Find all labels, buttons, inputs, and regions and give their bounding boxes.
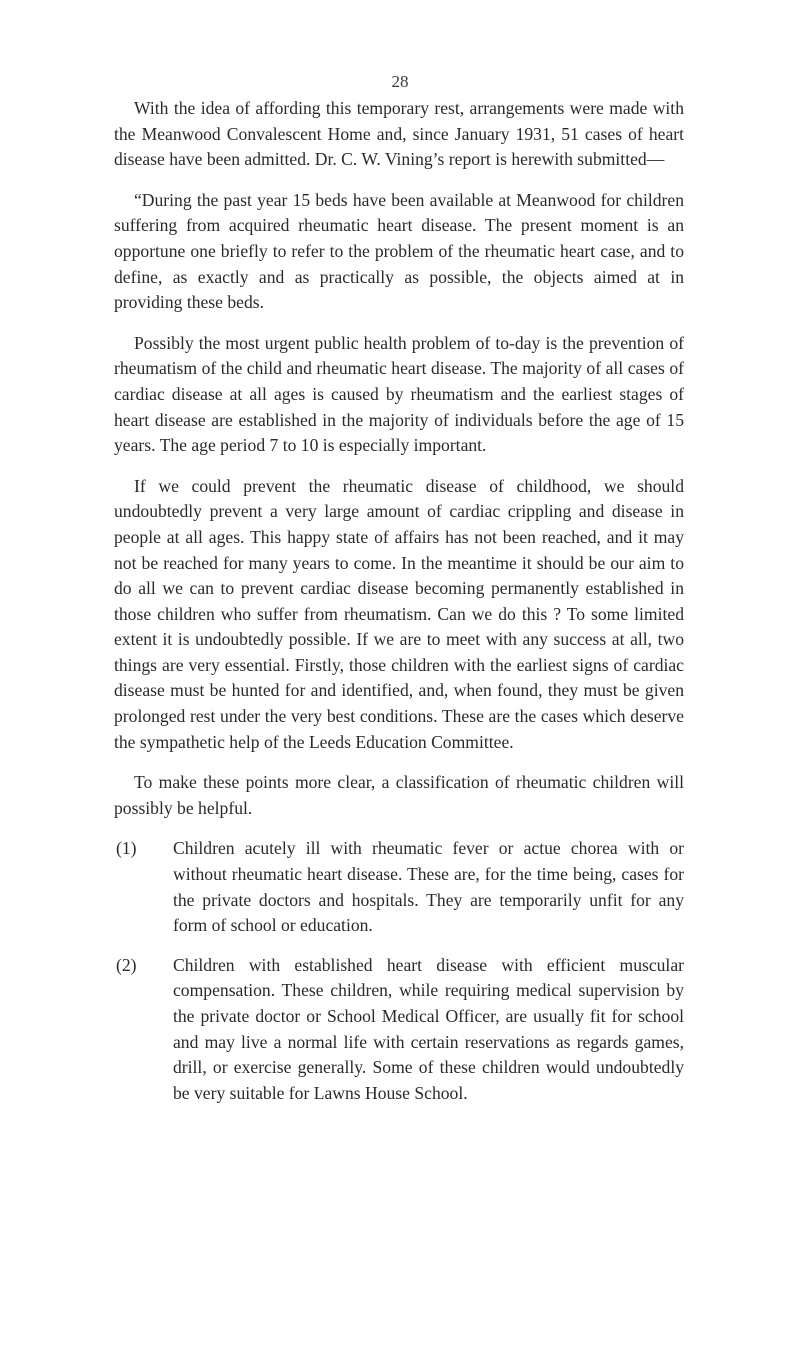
page-number: 28 — [391, 72, 409, 91]
paragraph-report-intro: “During the past year 15 beds have been available at Meanwood for children suffering from acquired rheumatic heart disease. The present moment is an opportune one briefly to refer to the problem of the rheumatic heart case, and to define, as exactly and as practically as possible, the objects aimed at in providing these beds. — [114, 189, 684, 313]
paragraph-public-health: Possibly the most urgent public health problem of to-day is the prevention of rheumatism of the child and rheumatic heart disease. The majority of all cases of cardiac disease at all ages is caused by rheumatism and the earliest stages of heart disease are established in the majority of individuals before the age of 15 years. The age period 7 to 10 is especially important. — [114, 332, 684, 456]
list-number: (2) — [116, 954, 137, 975]
list-item-1 — [114, 836, 684, 938]
list-text: Children acutely ill with rheumatic fever or actue chorea with or without rheumatic heart disease. These are, for the time being, cases for the private doctors and hospitals. They are temporarily unfit for any form of school or education. — [173, 838, 684, 936]
list-item-2 — [114, 953, 684, 1107]
paragraph-prevention: If we could prevent the rheumatic disease of childhood, we should undoubtedly prevent a very large amount of cardiac crippling and disease in people at all ages. This happy state of affairs has not been reached, and it may not be reached for many years to come. In the meantime it should be our aim to do all we can to prevent cardiac disease becoming permanently established in those children who suffer from rheumatism. Can we do this ? To some limited extent it is undoubtedly possible. If we are to meet with any success at all, two things are very essential. Firstly, those children with the earliest signs of cardiac disease must be hunted for and identified, and, when found, they must be given prolonged rest under the very best conditions. These are the cases which deserve the sympathetic help of the Leeds Education Committee. — [114, 475, 684, 752]
list-text: Children with established heart disease with efficient muscular compensation. These children, while requiring medical supervision by the private doctor or School Medical Officer, are usually fit for school and may live a normal life with certain reservations as regards games, drill, or exercise generally. Some of these children would undoubtedly be very suitable for Lawns House School. — [173, 954, 684, 1103]
paragraph-classification: To make these points more clear, a classification of rheumatic children will possibly be helpful. — [114, 772, 684, 818]
paragraph-arrangements: With the idea of affording this temporary rest, arrangements were made with the Meanwood Convalescent Home and, since January 1931, 51 cases of heart disease have been admitted. Dr. C. W. Vining’s report is herewith submitted— — [114, 98, 684, 170]
body-text — [114, 96, 684, 1120]
list-number: (1) — [116, 838, 137, 859]
